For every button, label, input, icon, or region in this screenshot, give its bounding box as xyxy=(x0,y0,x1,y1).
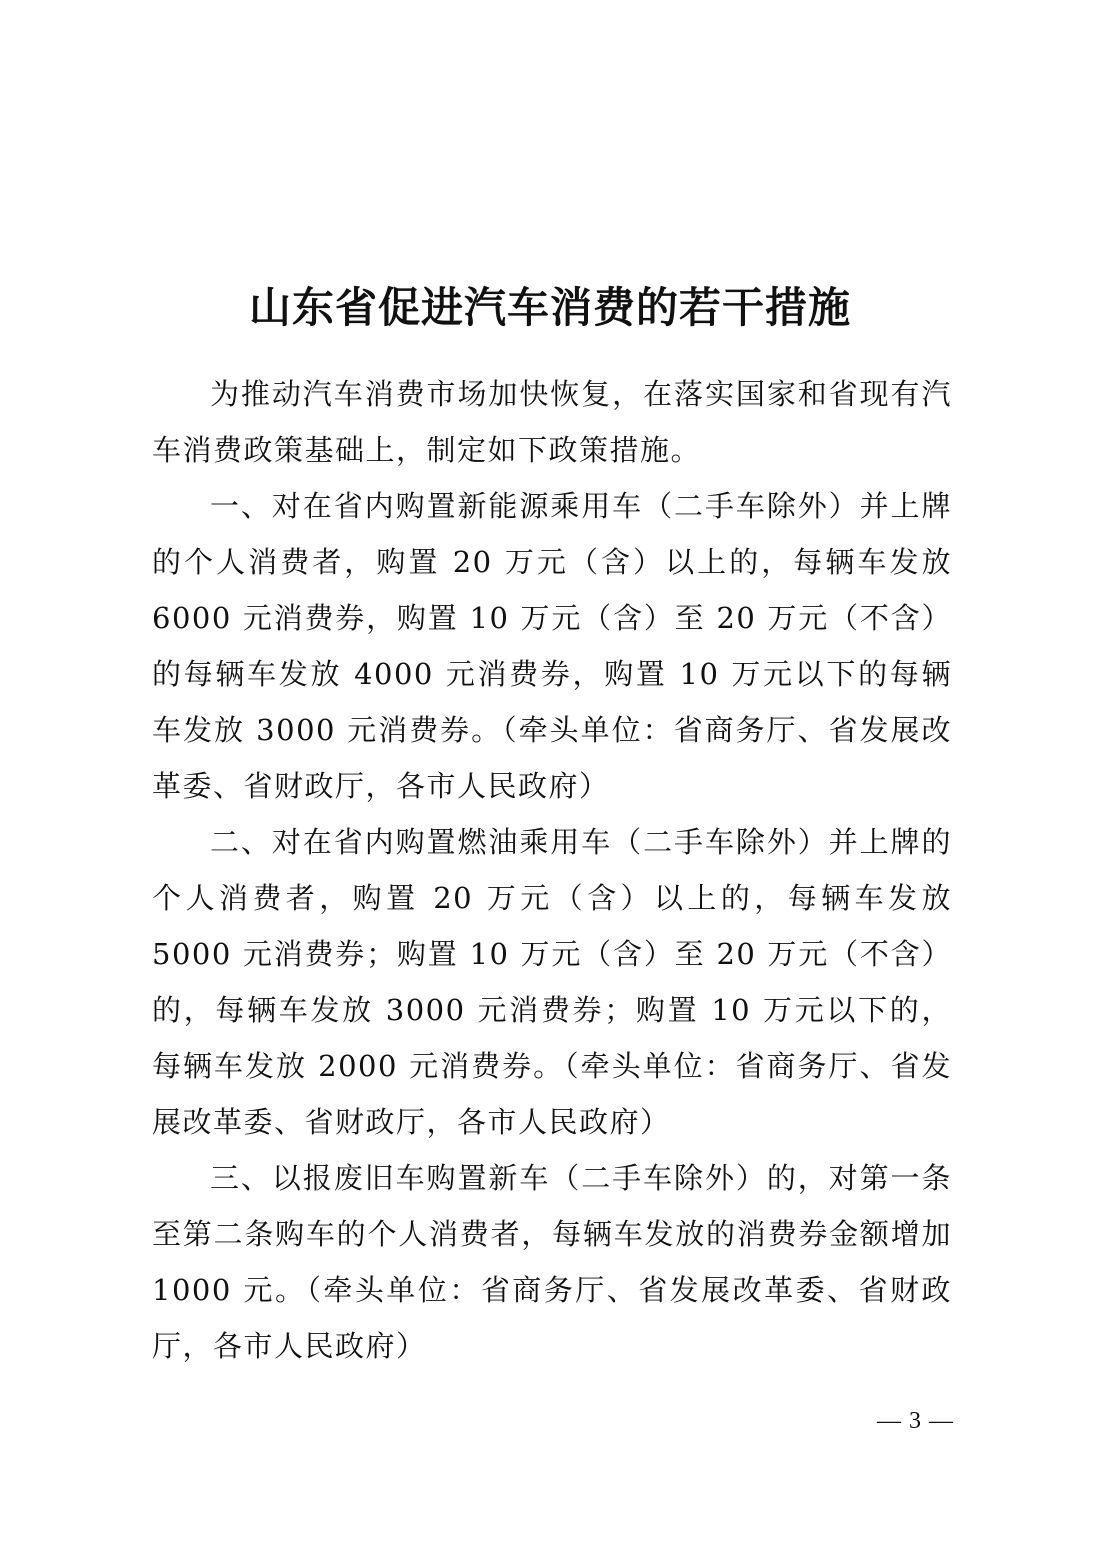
document-title: 山东省促进汽车消费的若干措施 xyxy=(248,283,851,333)
paragraph-measure-1: 一、对在省内购置新能源乘用车（二手车除外）并上牌的个人消费者，购置 20 万元（含）以上的，每辆车发放 6000 元消费券，购置 10 万元（含）至 20 万元（不含）的每辆车发放 4000 元消费券，购置 10 万元以下的每辆车发放 3000 元消费券。（牵头单位：省商务厅、省发展改革委、省财政厅，各市人民政府） xyxy=(152,489,952,803)
page-number: — 3 — xyxy=(877,1408,954,1434)
document-body xyxy=(152,366,952,1374)
paragraph-measure-2: 二、对在省内购置燃油乘用车（二手车除外）并上牌的个人消费者，购置 20 万元（含）以上的，每辆车发放 5000 元消费券；购置 10 万元（含）至 20 万元（不含）的，每辆车发放 3000 元消费券；购置 10 万元以下的，每辆车发放 2000 元消费券。（牵头单位：省商务厅、省发展改革委、省财政厅，各市人民政府） xyxy=(152,825,952,1139)
paragraph-measure-3: 三、以报废旧车购置新车（二手车除外）的，对第一条至第二条购车的个人消费者，每辆车发放的消费券金额增加 1000 元。（牵头单位：省商务厅、省发展改革委、省财政厅，各市人民政府） xyxy=(152,1161,952,1363)
paragraph-intro: 为推动汽车消费市场加快恢复，在落实国家和省现有汽车消费政策基础上，制定如下政策措施。 xyxy=(152,377,952,467)
